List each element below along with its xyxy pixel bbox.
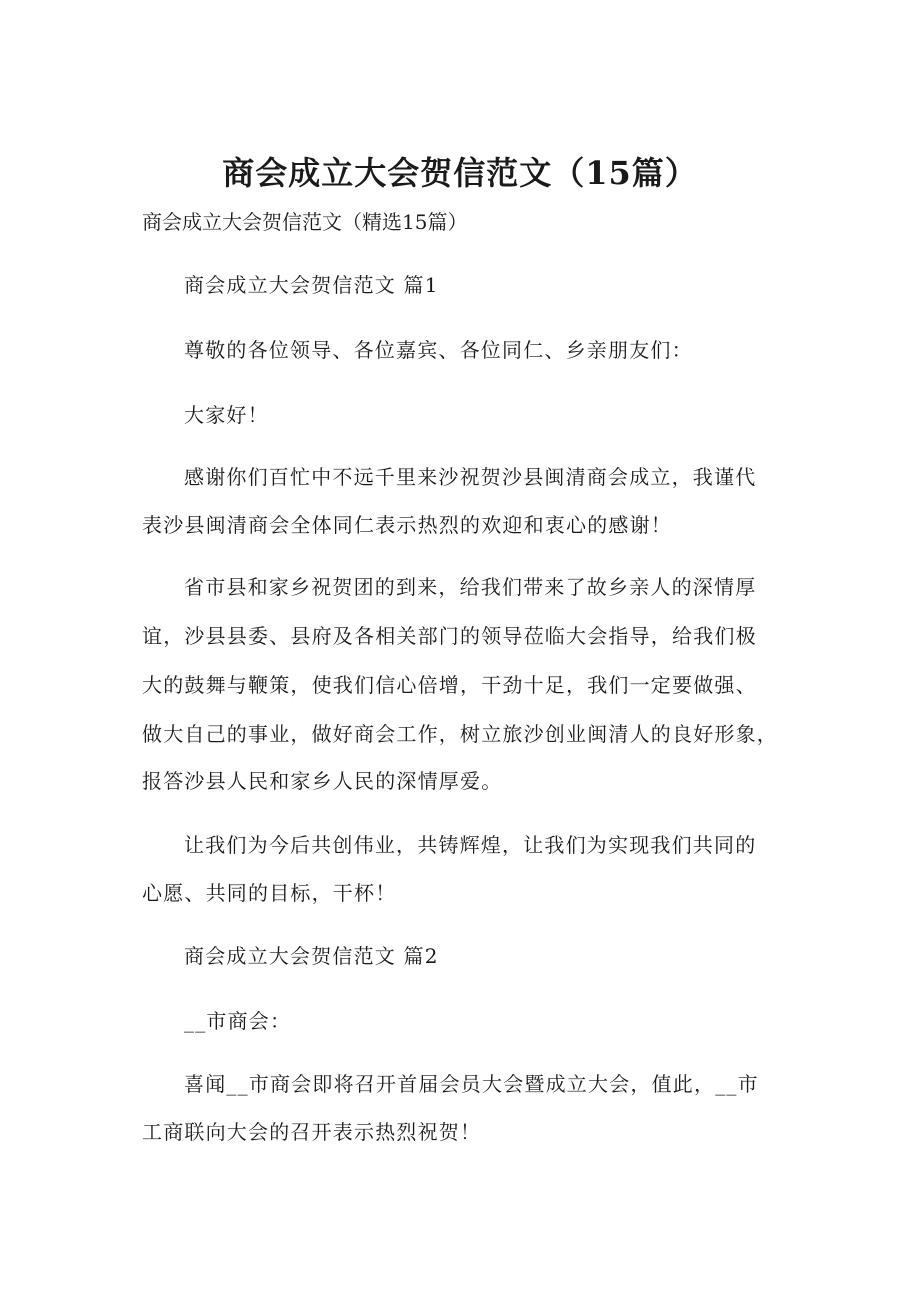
paragraph-line: 省市县和家乡祝贺团的到来，给我们带来了故乡亲人的深情厚 (184, 575, 757, 599)
paragraph-line: 大的鼓舞与鞭策，使我们信心倍增，干劲十足，我们一定要做强、 (142, 673, 757, 697)
paragraph-line: 感谢你们百忙中不远千里来沙祝贺沙县闽清商会成立，我谨代 (184, 465, 757, 489)
greeting: 大家好！ (184, 403, 269, 427)
document-subtitle: 商会成立大会贺信范文（精选15篇） (142, 210, 468, 234)
section-heading-1: 商会成立大会贺信范文 篇1 (184, 273, 439, 297)
salutation: 尊敬的各位领导、各位嘉宾、各位同仁、乡亲朋友们： (184, 338, 693, 362)
paragraph-line: 让我们为今后共创伟业，共铸辉煌，让我们为实现我们共同的 (184, 833, 757, 857)
document-title: 商会成立大会贺信范文（15篇） (222, 154, 698, 192)
paragraph-line: 表沙县闽清商会全体同仁表示热烈的欢迎和衷心的感谢！ (142, 513, 672, 537)
paragraph-line: 喜闻__市商会即将召开首届会员大会暨成立大会，值此，__市 (184, 1072, 759, 1096)
paragraph-line: 做大自己的事业，做好商会工作，树立旅沙创业闽清人的良好形象， (142, 722, 778, 746)
section-heading-2: 商会成立大会贺信范文 篇2 (184, 944, 439, 968)
addressee: __市商会： (184, 1009, 292, 1033)
paragraph-line: 心愿、共同的目标，干杯！ (142, 881, 397, 905)
paragraph-line: 谊，沙县县委、县府及各相关部门的领导莅临大会指导，给我们极 (142, 624, 757, 648)
paragraph-line: 报答沙县人民和家乡人民的深情厚爱。 (142, 769, 503, 793)
paragraph-line: 工商联向大会的召开表示热烈祝贺！ (142, 1120, 482, 1144)
